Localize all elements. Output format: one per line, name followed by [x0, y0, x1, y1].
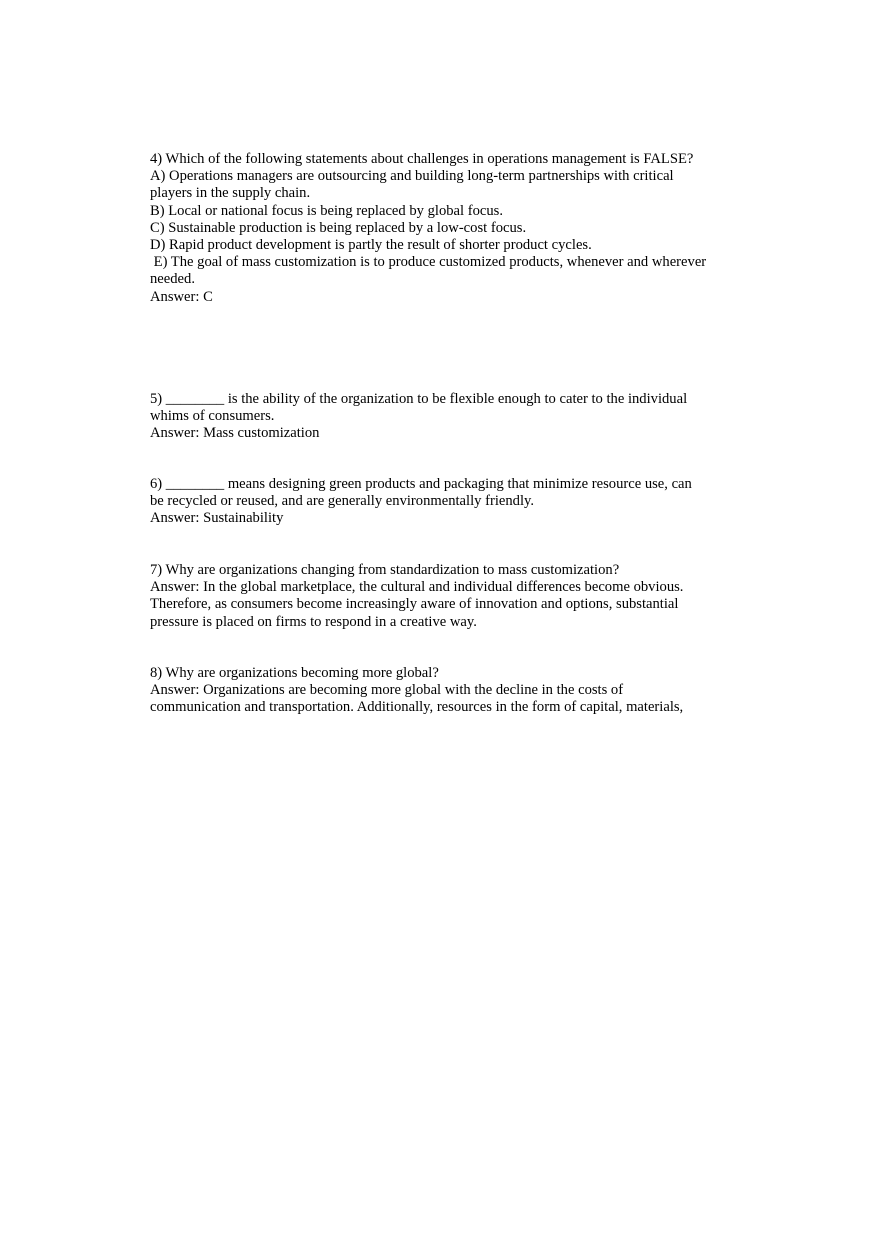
- option-d: D) Rapid product development is partly the result of shorter product cycles.: [150, 237, 592, 254]
- question-5-stem: 5) ________ is the ability of the organization to be flexible enough to cater to the individual: [150, 391, 688, 407]
- question-6-answer: Answer: Sustainability: [150, 510, 284, 527]
- question-7-answer-continued-2: pressure is placed on firms to respond in a creative way.: [150, 613, 477, 630]
- question-7-stem: 7) Why are organizations changing from standardization to mass customization?: [150, 562, 620, 578]
- option-b: B) Local or national focus is being replaced by global focus.: [150, 202, 503, 219]
- question-7: [150, 562, 725, 631]
- option-c: C) Sustainable production is being replaced by a low-cost focus.: [150, 219, 527, 236]
- question-4-stem: 4) Which of the following statements about challenges in operations management is FALSE?: [150, 151, 694, 167]
- option-e: E) The goal of mass customization is to produce customized products, whenever and wherever: [150, 254, 707, 271]
- question-5-stem-continued: whims of consumers.: [150, 408, 275, 425]
- option-a: A) Operations managers are outsourcing and building long-term partnerships with critical: [150, 168, 674, 185]
- question-8: [150, 665, 725, 717]
- option-e-continued: needed.: [150, 271, 195, 288]
- option-a-continued: players in the supply chain.: [150, 185, 311, 202]
- question-8-answer: Answer: Organizations are becoming more global with the decline in the costs of: [150, 682, 624, 699]
- question-8-answer-continued: communication and transportation. Additionally, resources in the form of capital, materials,: [150, 699, 684, 716]
- question-7-answer-continued-1: Therefore, as consumers become increasingly aware of innovation and options, substantial: [150, 596, 679, 613]
- question-6: [150, 476, 725, 528]
- question-6-stem: 6) ________ means designing green products and packaging that minimize resource use, can: [150, 476, 692, 492]
- question-5: [150, 391, 725, 443]
- question-7-answer: Answer: In the global marketplace, the cultural and individual differences become obvious.: [150, 579, 684, 596]
- question-6-stem-continued: be recycled or reused, and are generally environmentally friendly.: [150, 493, 534, 510]
- question-4: [150, 151, 725, 306]
- question-8-stem: 8) Why are organizations becoming more global?: [150, 665, 439, 681]
- question-4-answer: Answer: C: [150, 288, 213, 305]
- question-5-answer: Answer: Mass customization: [150, 425, 320, 442]
